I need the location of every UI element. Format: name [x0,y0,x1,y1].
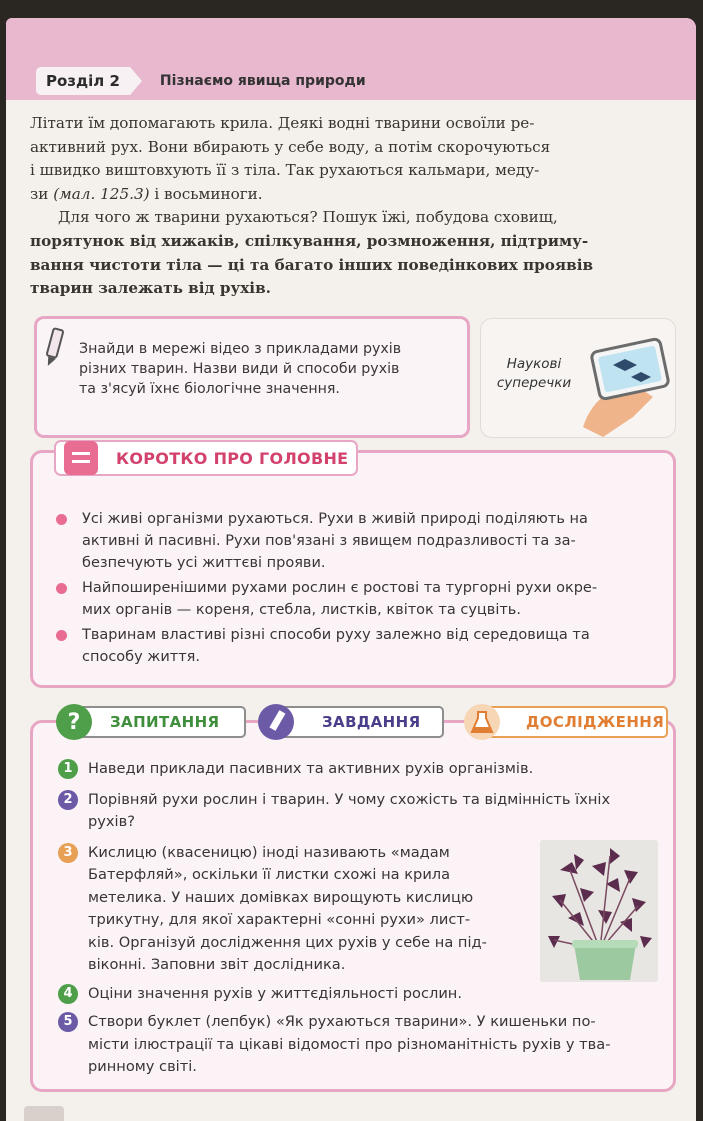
question-number: 2 [58,790,78,810]
question-mark-icon [56,704,92,740]
list-item [58,758,666,781]
text-line: Наведи приклади пасивних та активних рухів організмів. [88,760,534,777]
text-line: способу життя. [82,649,201,665]
text-line: місти ілюстрації та цікаві відомості про різноманітність рухів у тва- [88,1035,611,1053]
figure-reference: (мал. 125.3) [53,184,150,203]
text-line: трикутну, для якої характерні «сонні рухи» лист- [88,911,471,928]
tab-research[interactable] [480,706,668,738]
task-text [79,339,459,399]
text-line: Знайди в мережі відео з прикладами рухів [79,341,402,357]
body-text [30,112,678,301]
tab-label: ЗАВДАННЯ [322,713,421,731]
text-line: Порівняй рухи рослин і тварин. У чому схожість та відмінність їхніх [88,790,611,808]
bullet-icon [56,514,67,525]
summary-title: КОРОТКО ПРО ГОЛОВНЕ [116,448,349,468]
text-line: вання чистоти тіла — ці та багато інших поведінкових проявів [30,255,594,274]
text-line: Кислицю (квасеницю) іноді називають «мадам [88,843,450,861]
list-item [58,842,536,977]
text-line: Батерфляй», оскільки її листки схожі на крила [88,866,451,883]
list-item [56,508,658,574]
text-line: метелика. У наших домівках вирощують кислицю [88,888,474,906]
paragraph-2 [30,206,678,300]
text-line: Створи буклет (лепбук) «Як рухаються тварини». У кишеньки по- [88,1013,596,1030]
list-item [58,789,666,834]
summary-list [56,508,658,671]
text-line: порятунок від хижаків, спілкування, розмноження, підтриму- [30,231,589,250]
section-title: Пізнаємо явища природи [159,73,366,89]
text-line: Літати їм допомагають крила. Деякі водні тварини освоїли ре- [30,114,535,132]
bullet-icon [56,630,67,641]
text-line: і швидко виштовхують її з тіла. Так рухаються кальмари, меду- [30,161,540,180]
plant-illustration [540,840,658,982]
bullet-icon [56,583,67,594]
text-line: зи [30,184,54,203]
section-arrow [130,67,142,95]
question-number: 1 [58,759,78,779]
paragraph-1 [30,112,678,206]
tab-label: ЗАПИТАННЯ [110,713,220,731]
text-line: Тваринам властиві різні способи руху залежно від середовища та [82,627,590,643]
pencil-icon [258,704,294,740]
text-line: різних тварин. Назви види й способи рухів [79,361,400,377]
science-debate-label [493,355,575,393]
flask-icon [464,704,500,740]
question-number: 4 [58,984,78,1004]
list-item [56,624,658,668]
text-line: тварин залежать від рухів. [30,279,271,298]
page-number-tab [24,1106,64,1121]
text-line: суперечки [496,375,572,391]
text-line: активний рух. Вони вбирають у себе воду, а потім скорочуються [30,137,551,156]
text-line: Усі живі організми рухаються. Рухи в живій природі поділяють на [82,511,588,527]
icon-glyph: ? [67,709,81,735]
tab-label: ДОСЛІДЖЕННЯ [526,713,665,731]
text-line: Найпоширенішими рухами рослин є ростові та тургорні рухи окре- [82,580,598,596]
science-debate-card[interactable] [480,318,676,438]
section-header [36,66,366,96]
section-number: Розділ 2 [36,67,130,95]
text-line: Наукові [506,356,562,372]
text-line: віконні. Заповни звіт дослідника. [88,956,346,973]
text-line: Для чого ж тварини рухаються? Пошук їжі, побудова сховищ, [58,208,558,227]
text-line: активні й пасивні. Рухи пов'язані з явищем подразливості та за- [82,533,576,549]
text-line: рухів? [88,813,135,830]
list-item [58,983,666,1006]
question-number: 3 [58,843,78,863]
text-line: та з'ясуй їхнє біологічне значення. [79,381,340,397]
text-line: безпечують усі життєві прояви. [82,555,326,571]
task-box [34,316,470,438]
text-line: ринному світі. [88,1058,197,1075]
text-line: мих органів — кореня, стебла, листків, квіток та суцвіть. [82,602,521,618]
list-item [58,1011,666,1079]
tab-tasks[interactable] [274,706,444,738]
oxalis-plant-photo [540,840,658,982]
text-line: ків. Організуй дослідження цих рухів у себе на під- [88,933,487,951]
question-number: 5 [58,1012,78,1032]
notes-icon [64,441,98,475]
pencil-icon [43,327,67,369]
summary-header [54,440,358,476]
exercise-tabs [52,704,672,740]
text-line: і восьминоги. [149,184,263,203]
list-item [56,577,658,621]
text-line: Оціни значення рухів у життєдіяльності рослин. [88,984,462,1002]
phone-in-hand-icon [573,327,673,437]
tab-questions[interactable] [67,706,246,738]
